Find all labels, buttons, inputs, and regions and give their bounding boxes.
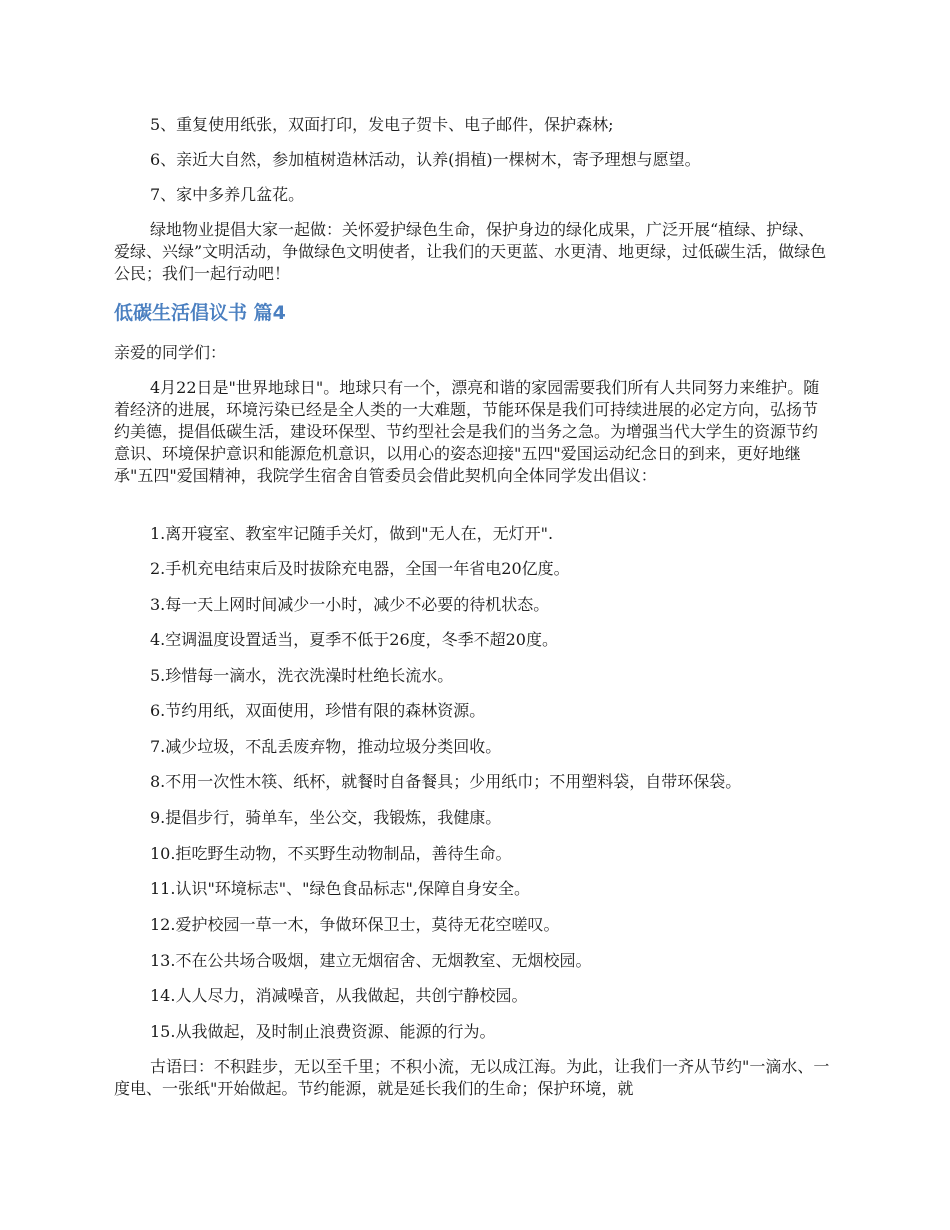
list-item: 4.空调温度设置适当，夏季不低于26度，冬季不超20度。 xyxy=(150,630,558,649)
list-item: 5.珍惜每一滴水，洗衣洗澡时杜绝长流水。 xyxy=(150,666,454,685)
list-item: 8.不用一次性木筷、纸杯，就餐时自备餐具；少用纸巾；不用塑料袋，自带环保袋。 xyxy=(150,772,742,791)
list-item: 6、亲近大自然，参加植树造林活动，认养(捐植)一棵树木，寄予理想与愿望。 xyxy=(150,150,701,169)
list-item: 1.离开寝室、教室牢记随手关灯，做到"无人在，无灯开". xyxy=(150,524,554,543)
list-item: 7、家中多养几盆花。 xyxy=(150,185,305,204)
list-item: 15.从我做起，及时制止浪费资源、能源的行为。 xyxy=(150,1022,496,1041)
section-heading: 低碳生活倡议书 篇4 xyxy=(114,302,286,324)
list-item: 9.提倡步行，骑单车，坐公交，我锻炼，我健康。 xyxy=(150,808,502,827)
closing-paragraph: 古语曰：不积跬步，无以至千里；不积小流，无以成江海。为此，让我们一齐从节约"一滴水、一度电、一张纸"开始做起。节约能源，就是延长我们的生命；保护环境，就 xyxy=(114,1057,830,1098)
list-item: 12.爱护校园一草一木，争做环保卫士，莫待无花空嗟叹。 xyxy=(150,915,560,934)
intro-paragraph: 4月22日是"世界地球日"。地球只有一个，漂亮和谐的家园需要我们所有人共同努力来维护。随着经济的进展，环境污染已经是全人类的一大难题，节能环保是我们可持续进展的必定方向，弘扬节约美德，提倡低碳生活，建设环保型、节约型社会是我们的当务之急。为增强当代大学生的资源节约意识、环境保护意识和能源危机意识，以用心的姿态迎接"五四"爱国运动纪念日的到来，更好地继承"五四"爱国精神，我院学生宿舍自管委员会借此契机向全体同学发出倡议： xyxy=(114,378,820,485)
list-item: 13.不在公共场合吸烟，建立无烟宿舍、无烟教室、无烟校园。 xyxy=(150,951,592,970)
list-item: 3.每一天上网时间减少一小时，减少不必要的待机状态。 xyxy=(150,595,550,614)
list-item: 2.手机充电结束后及时拔除充电器，全国一年省电20亿度。 xyxy=(150,559,570,578)
list-item: 7.减少垃圾，不乱丢废弃物，推动垃圾分类回收。 xyxy=(150,737,502,756)
closing-paragraph: 绿地物业提倡大家一起做：关怀爱护绿色生命，保护身边的绿化成果，广泛开展“植绿、护绿、爱绿、兴绿”文明活动，争做绿色文明使者，让我们的天更蓝、水更清、地更绿，过低碳生活，做绿色公民；我们一起行动吧！ xyxy=(114,220,827,283)
list-item: 5、重复使用纸张，双面打印，发电子贺卡、电子邮件，保护森林; xyxy=(150,115,614,134)
list-item: 6.节约用纸，双面使用，珍惜有限的森林资源。 xyxy=(150,701,486,720)
list-item: 10.拒吃野生动物，不买野生动物制品，善待生命。 xyxy=(150,844,512,863)
greeting: 亲爱的同学们： xyxy=(114,343,227,362)
list-item: 11.认识"环境标志"、"绿色食品标志",保障自身安全。 xyxy=(150,879,530,898)
list-item: 14.人人尽力，消减噪音，从我做起，共创宁静校园。 xyxy=(150,986,528,1005)
